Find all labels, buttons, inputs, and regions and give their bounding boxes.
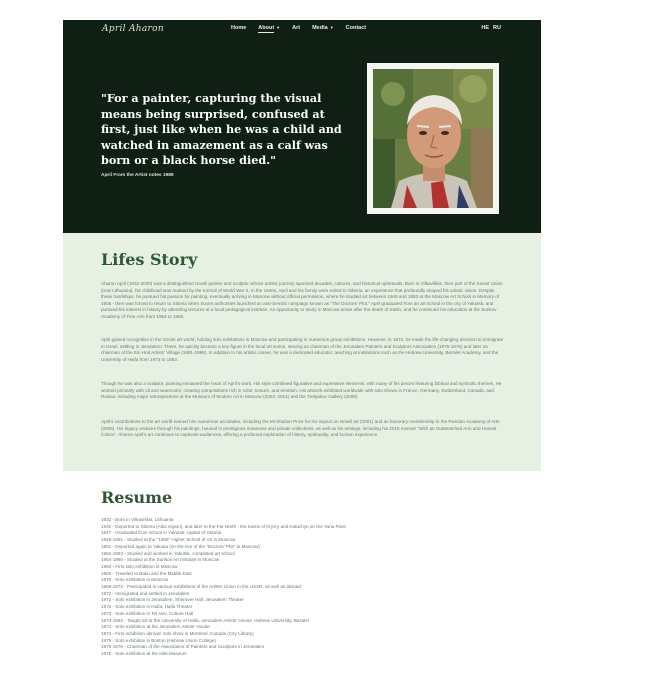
lang-he[interactable]: HE xyxy=(481,25,490,31)
language-switcher xyxy=(481,25,501,31)
resume-item: 1963 - First solo exhibition in Moscow xyxy=(101,563,178,569)
resume-item: 1974 - Solo exhibition at the Jerusalem Artists' House xyxy=(101,624,210,630)
resume-item: 1954-1960 - Studied at the Surikov Art Institute in Moscow xyxy=(101,557,220,563)
resume-item: 1974 - First exhibition abroad: solo show in Montreal, Canada (City Library) xyxy=(101,630,254,636)
artist-portrait xyxy=(373,69,493,208)
resume-item: 1968-1972 - Participated in various exhibitions of the Artists' Union in the USSR, as well as abroad xyxy=(101,584,301,590)
resume-item: 1973 - Solo exhibition in Haifa, Haifa Theater xyxy=(101,604,193,610)
story-paragraph: April's contributions to the art world earned him numerous accolades, including the Mi-Shalom Prize for his impact on Israeli art (2001) and an honorary membership in the Russian Academy of Arts (2005). His legacy endures through his paintings, housed in prestigious museums and private collections, as well as his writings, including his 2016 memoir "With an Outstretched Arm and Honest Colors". Aharon April's art continues to captivate audiences, offering a profound exploration of history, spirituality, and human experience. xyxy=(101,419,500,437)
resume-item: 1973-1983 - Taught art at the University of Haifa, Jerusalem Artists' House, Hebrew University, Bezalel xyxy=(101,617,309,623)
quote-source: April From the Artist notes 1989 xyxy=(101,173,174,178)
hero-section xyxy=(63,20,541,233)
resume-list xyxy=(101,517,521,658)
hero-quote: "For a painter, capturing the visual means being surprised, confused at first, just like when he was a child and watched in amazement as a calf was born or a black horse died." xyxy=(101,91,342,168)
story-paragraph: Aharon April (1932-2020) was a distinguished Israeli painter and sculptor whose artistic journey spanned decades, cultures, and historical upheavals. Born in Vilkaviškis, then part of the Soviet Union (now Lithuania), his childhood was marked by the turmoil of World War II. In the 1940s, April and his family were exiled to Siberia, an experience that profoundly shaped his artistic vision. Despite these hardships, he pursued his passion for painting, eventually arriving in Moscow without official permission, where he studied art between 1949 and 1953 at the Moscow Art School in Memory of 1905 - then was forced to return to Siberia when Soviet authorities launched an anti-Semitic campaign known as "The Doctors' Plot." April graduated from an art school in the city of Yakutsk, and pursued his interest in history by attending lectures at a local pedagogical institute. An opportunity to study in Moscow arose after the death of Stalin, and he continued his education at the Surikov Academy of Fine Arts from 1954 to 1960. xyxy=(101,281,503,319)
resume-item: 1970 - Solo exhibition in Moscow xyxy=(101,577,169,583)
main-nav xyxy=(231,25,366,31)
nav-art-label: Art xyxy=(292,25,301,31)
resume-item: 1947 - Graduated from school in Yakutsk, capital of Yakutia xyxy=(101,530,222,536)
nav-media[interactable] xyxy=(312,25,334,31)
nav-contact-label: Contact xyxy=(345,25,367,31)
chevron-down-icon: ▼ xyxy=(329,25,334,30)
nav-about[interactable] xyxy=(258,25,280,31)
story-paragraph: April gained recognition in the Soviet art world, holding solo exhibitions in Moscow and participating in numerous group exhibitions. However, in 1972, he made the life-changing decision to immigrate to Israel, settling in Jerusalem. There, he quickly became a key figure in the local art scene, serving as chairman of the Jerusalem Painters and Sculptors Association (1975-1976) and later as chairman of the Ein Hod Artists' Village (1991-1998). In addition to his artistic career, he was a dedicated educator, teaching at institutions such as the Hebrew University, Bezalel Academy, and the University of Haifa from 1973 to 1983. xyxy=(101,337,504,362)
life-story-title: Lifes Story xyxy=(101,250,198,269)
resume-item: 1949-1951 - Studied at the "1905" Higher School of Art in Moscow xyxy=(101,537,236,543)
resume-item: 1972 - Immigrated and settled in Jerusalem xyxy=(101,590,190,596)
nav-home[interactable] xyxy=(231,25,246,31)
resume-title: Resume xyxy=(101,488,173,507)
resume-item: 1975 - Solo exhibition in Boston (Hebrew Union College) xyxy=(101,637,216,643)
resume-item: 1965 - Traveled to Baku and the Middle East xyxy=(101,570,192,576)
resume-item: 1973 - Solo exhibition in Jerusalem, Sherover Hall, Jerusalem Theater xyxy=(101,597,244,603)
site-logo[interactable]: April Aharon xyxy=(102,24,164,34)
story-paragraph: Though he was also a sculptor, painting remained the heart of April's work. His style combined figurative and expressive elements, with many of his pieces featuring biblical and symbolic themes. He worked primarily with oil and watercolor, creating compositions rich in color, texture, and emotion. His artwork exhibited worldwide with solo shows in France, Germany, Switzerland, Canada, and Russia, including major retrospectives at the Museum of Modern Art in Moscow (2002; 2014) and the Tretyakov Gallery (2006). xyxy=(101,381,502,399)
resume-item: 1951-1953 - Studied and worked in Yakutsk, completed art school xyxy=(101,550,235,556)
resume-item: 1975-1976 - Chairman of the Association of Painters and Sculptors in Jerusalem xyxy=(101,644,265,650)
nav-contact[interactable] xyxy=(346,25,366,31)
lang-ru[interactable]: RU xyxy=(493,25,501,31)
resume-item: 1932 - Born in Vilkaviškis, Lithuania xyxy=(101,517,174,522)
nav-art[interactable] xyxy=(292,25,300,31)
nav-home-label: Home xyxy=(231,25,247,31)
nav-about-label: About xyxy=(258,25,275,31)
resume-item: 1973 - Solo exhibition in Tel Aviv, Culture Hall xyxy=(101,610,193,616)
chevron-down-icon: ▼ xyxy=(276,25,281,30)
resume-item: 1942 - Deported to Siberia (Altai region), and later to the Far North - the towns of Kryvry and Katachyn on the Yana River xyxy=(101,523,347,529)
resume-item: 1976 - Solo exhibition at the Islet Museum xyxy=(101,651,187,657)
artist-photo-frame xyxy=(367,63,499,214)
life-story-section xyxy=(63,233,541,471)
nav-media-label: Media xyxy=(312,25,328,31)
resume-item: 1951 - Deported again to Yakutia (on the eve of the "Doctors' Plot" in Moscow) xyxy=(101,543,260,549)
